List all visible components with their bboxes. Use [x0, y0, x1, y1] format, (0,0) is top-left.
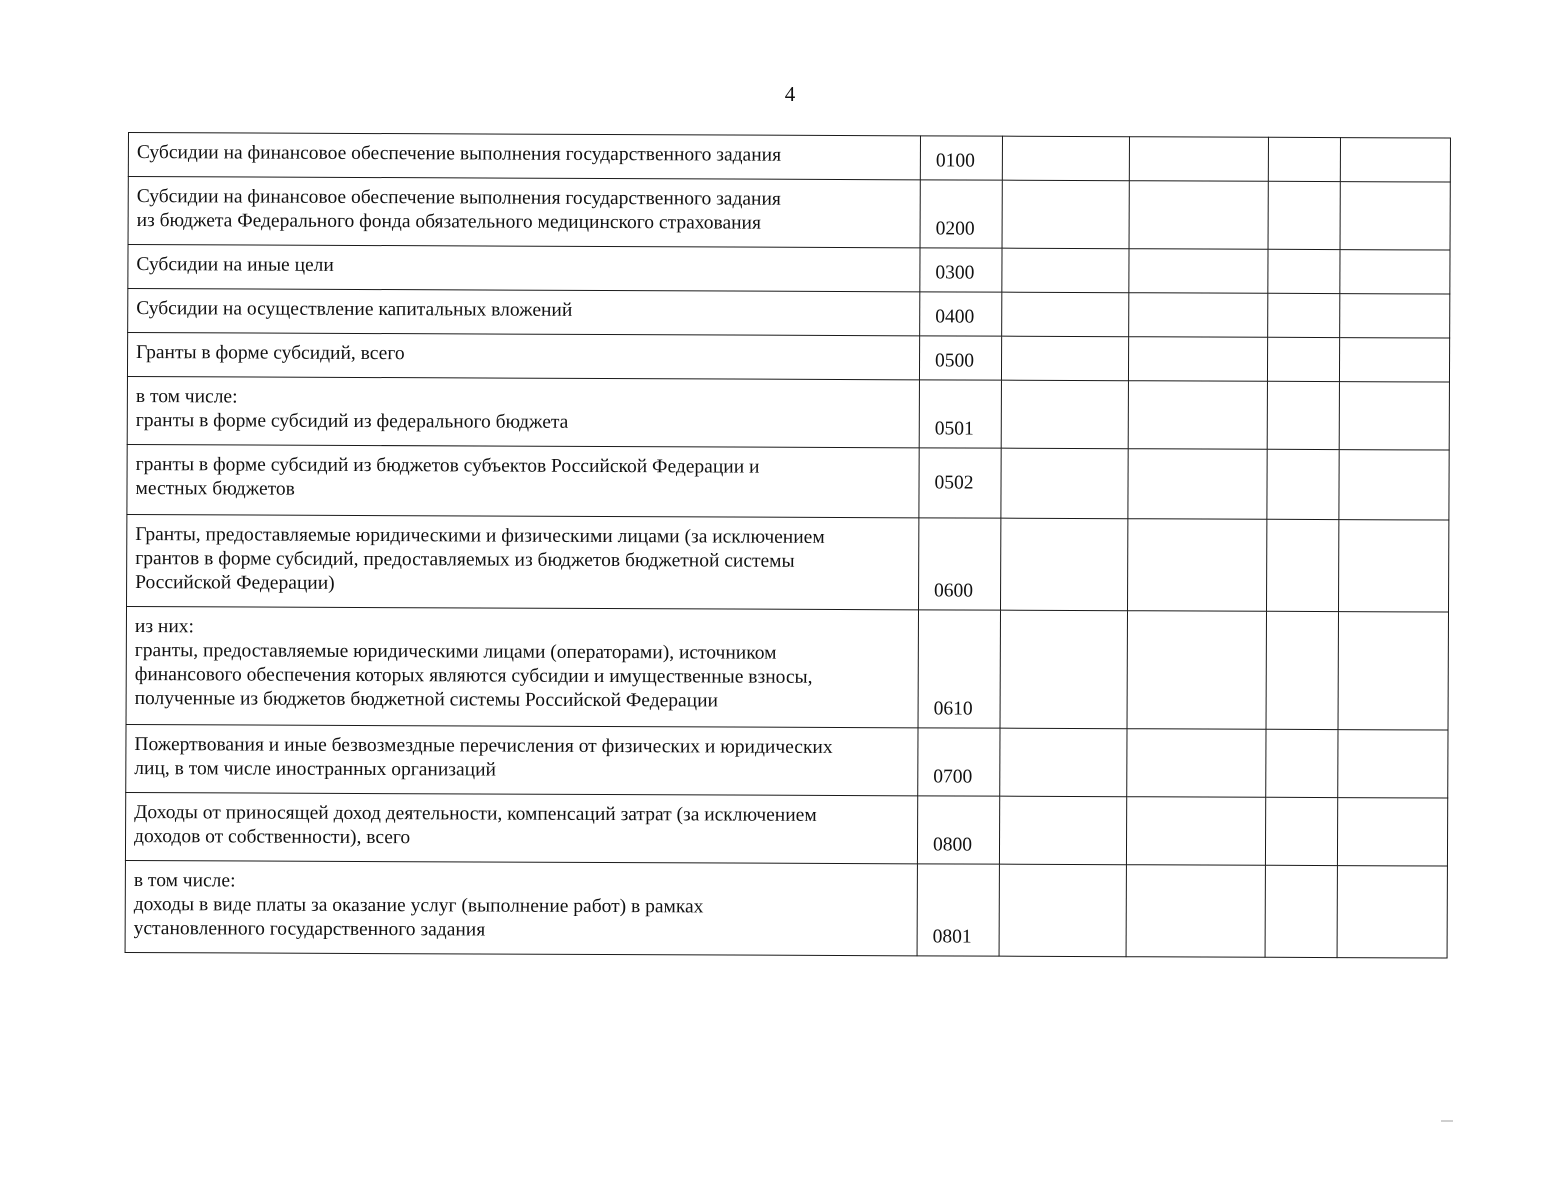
value-cell — [1266, 729, 1338, 797]
value-cell — [1001, 336, 1128, 381]
value-cell — [1268, 181, 1340, 249]
report-table — [125, 132, 1451, 959]
row-description: в том числе: гранты в форме субсидий из федерального бюджета — [127, 376, 919, 447]
row-description: Субсидии на финансовое обеспечение выполнения государственного задания — [128, 133, 920, 180]
value-cell — [1001, 448, 1128, 519]
table-row — [126, 606, 1448, 730]
value-cell — [1128, 381, 1267, 450]
value-cell — [1339, 382, 1449, 450]
row-code: 0800 — [917, 796, 999, 864]
value-cell — [1340, 138, 1450, 182]
value-cell — [1000, 728, 1127, 797]
row-code: 0500 — [919, 336, 1001, 380]
row-code: 0300 — [920, 248, 1002, 292]
value-cell — [1126, 865, 1265, 958]
page-number: 4 — [784, 82, 796, 106]
value-cell — [1268, 137, 1340, 181]
table-row — [128, 245, 1450, 295]
value-cell — [1339, 450, 1449, 520]
value-cell — [1002, 136, 1129, 181]
value-cell — [1002, 180, 1129, 249]
value-cell — [1340, 250, 1450, 294]
row-description: в том числе: доходы в виде платы за оказание услуг (выполнение работ) в рамках установленного государственного задания — [125, 860, 917, 955]
value-cell — [1338, 612, 1448, 730]
value-cell — [1338, 730, 1448, 798]
value-cell — [1126, 797, 1265, 866]
value-cell — [1002, 292, 1129, 337]
value-cell — [1339, 520, 1449, 612]
value-cell — [1129, 137, 1268, 182]
value-cell — [1267, 519, 1339, 611]
row-description: Доходы от приносящей доход деятельности, компенсаций затрат (за исключением доходов от собственности), всего — [125, 792, 917, 863]
table-row — [128, 289, 1450, 339]
value-cell — [1265, 865, 1337, 957]
value-cell — [1001, 518, 1128, 611]
row-description: из них: гранты, предоставляемые юридическими лицами (операторами), источником финансового обеспечения которых являются субсидии и имущественные взносы, полученные из бюджетов бюджетной системы Российской Федерации — [126, 606, 918, 727]
row-description: гранты в форме субсидий из бюджетов субъектов Российской Федерации и местных бюджетов — [127, 444, 919, 517]
value-cell — [1129, 249, 1268, 294]
scan-artifact — [1441, 1120, 1453, 1122]
value-cell — [1128, 449, 1267, 520]
table-row — [127, 333, 1449, 383]
value-cell — [1337, 866, 1447, 958]
row-description: Пожертвования и иные безвозмездные перечисления от физических и юридических лиц, в том числе иностранных организаций — [126, 724, 918, 795]
value-cell — [1265, 797, 1337, 865]
row-code: 0610 — [918, 610, 1000, 728]
value-cell — [1267, 337, 1339, 381]
value-cell — [999, 864, 1126, 957]
value-cell — [1340, 182, 1450, 250]
table-row — [127, 444, 1449, 520]
value-cell — [1339, 338, 1449, 382]
row-description: Субсидии на осуществление капитальных вложений — [128, 289, 920, 336]
table-row — [128, 133, 1450, 183]
value-cell — [1337, 798, 1447, 866]
value-cell — [1129, 181, 1268, 250]
row-code: 0200 — [920, 180, 1002, 248]
value-cell — [1128, 519, 1267, 612]
row-code: 0502 — [919, 448, 1001, 518]
table-row — [127, 376, 1449, 450]
table-row — [125, 860, 1447, 958]
row-code: 0100 — [920, 136, 1002, 180]
value-cell — [1268, 249, 1340, 293]
table-row — [126, 724, 1448, 798]
row-description: Субсидии на финансовое обеспечение выполнения государственного задания из бюджета Федерального фонда обязательного медицинского страхования — [128, 177, 920, 248]
row-description: Субсидии на иные цели — [128, 245, 920, 292]
value-cell — [1340, 294, 1450, 338]
value-cell — [1268, 293, 1340, 337]
table-row — [128, 177, 1450, 251]
table-row — [125, 792, 1447, 866]
value-cell — [1128, 337, 1267, 382]
row-code: 0600 — [919, 518, 1001, 610]
table-row — [127, 514, 1449, 612]
value-cell — [1266, 611, 1338, 729]
row-description: Гранты в форме субсидий, всего — [127, 333, 919, 380]
value-cell — [1001, 380, 1128, 449]
row-description: Гранты, предоставляемые юридическими и физическими лицами (за исключением грантов в форме субсидий, предоставляемых из бюджетов бюджетной системы Российской Федерации) — [127, 514, 919, 609]
value-cell — [1267, 381, 1339, 449]
value-cell — [1127, 729, 1266, 798]
value-cell — [999, 796, 1126, 865]
row-code: 0700 — [918, 728, 1000, 796]
value-cell — [1127, 611, 1266, 730]
value-cell — [1129, 293, 1268, 338]
value-cell — [1000, 610, 1127, 729]
row-code: 0400 — [920, 292, 1002, 336]
value-cell — [1002, 248, 1129, 293]
row-code: 0801 — [917, 864, 999, 956]
row-code: 0501 — [919, 380, 1001, 448]
value-cell — [1267, 449, 1339, 519]
